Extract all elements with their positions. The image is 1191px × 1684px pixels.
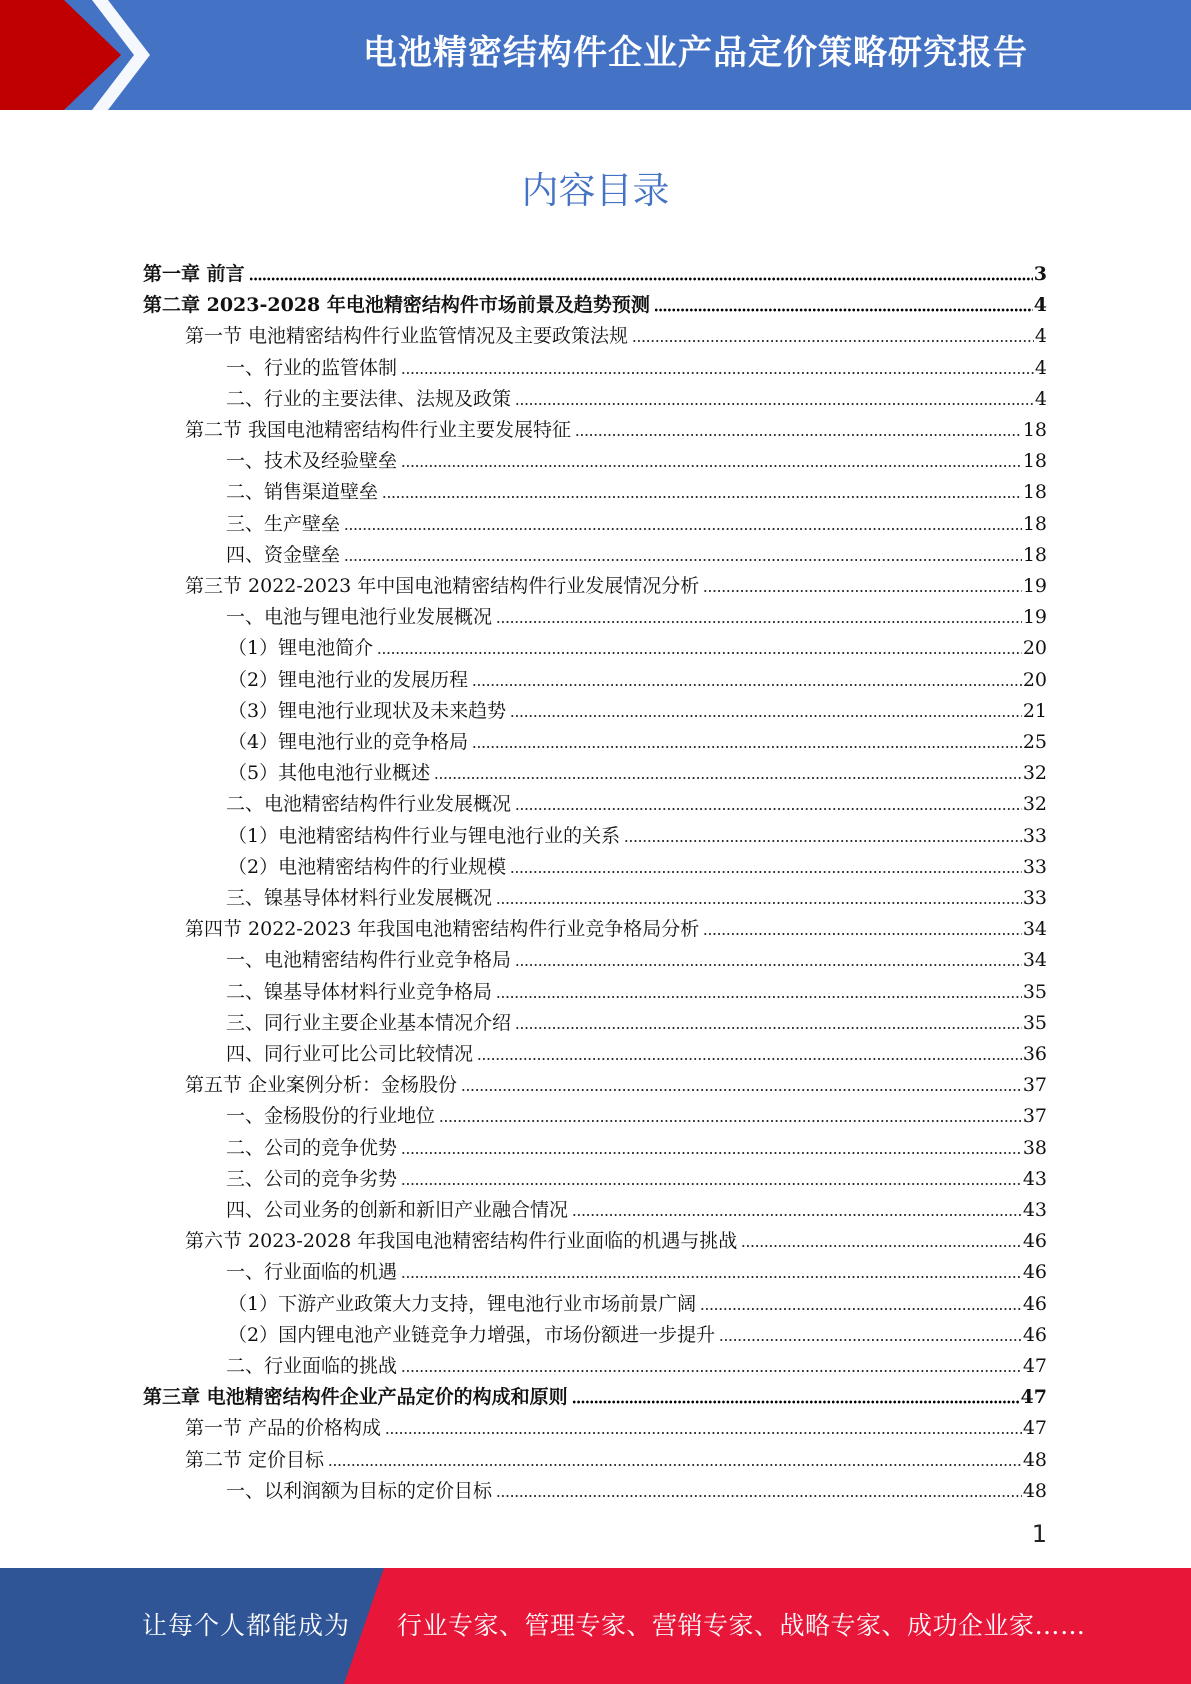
toc-dot-leader <box>496 901 1022 905</box>
toc-entry-label: 三、公司的竞争劣势 <box>226 1167 398 1190</box>
toc-dot-leader <box>510 714 1022 718</box>
toc-entry[interactable] <box>228 816 1047 847</box>
toc-entry[interactable] <box>185 1221 1047 1252</box>
toc-dot-leader <box>401 1151 1022 1155</box>
toc-entry-page: 21 <box>1022 699 1047 722</box>
toc-entry[interactable] <box>226 472 1047 503</box>
toc-dot-leader <box>496 620 1022 624</box>
toc-dot-leader <box>624 839 1022 843</box>
toc-entry-label: 第一节 电池精密结构件行业监管情况及主要政策法规 <box>185 325 629 348</box>
toc-entry[interactable] <box>226 1190 1047 1221</box>
footer-slogan-right: 行业专家、管理专家、营销专家、战略专家、成功企业家…… <box>397 1611 1086 1640</box>
toc-entry-page: 46 <box>1022 1292 1047 1315</box>
toc-entry-label: 一、金杨股份的行业地位 <box>226 1105 436 1128</box>
toc-dot-leader <box>575 433 1022 437</box>
toc-dot-leader <box>572 1213 1022 1217</box>
toc-entry-label: 第五节 企业案例分析：金杨股份 <box>185 1074 458 1097</box>
toc-entry-label: 一、行业面临的机遇 <box>226 1261 398 1284</box>
toc-entry-page: 43 <box>1022 1199 1047 1221</box>
toc-entry-page: 18 <box>1022 450 1047 473</box>
toc-entry-page: 37 <box>1022 1074 1047 1097</box>
toc-entry-page: 19 <box>1022 606 1047 629</box>
toc-entry[interactable] <box>228 753 1047 784</box>
toc-dot-leader <box>377 651 1022 655</box>
toc-entry-label: （1）锂电池简介 <box>228 637 374 660</box>
toc-entry-label: 二、行业的主要法律、法规及政策 <box>226 387 512 410</box>
toc-entry-page: 35 <box>1022 980 1047 1003</box>
toc-dot-leader <box>344 527 1022 531</box>
toc-entry-label: 三、同行业主要企业基本情况介绍 <box>226 1011 512 1034</box>
toc-entry-label: 一、技术及经验壁垒 <box>226 450 398 473</box>
toc-entry-label: 四、公司业务的创新和新旧产业融合情况 <box>226 1199 569 1221</box>
toc-entry[interactable] <box>228 1315 1047 1346</box>
toc-entry-page: 32 <box>1022 793 1047 816</box>
toc-dot-leader <box>401 1369 1022 1373</box>
toc-entry-page: 4 <box>1034 387 1047 410</box>
toc-entry-page: 35 <box>1022 1011 1047 1034</box>
toc-entry-page: 33 <box>1022 855 1047 878</box>
toc-entry-label: 二、镍基导体材料行业竞争格局 <box>226 980 493 1003</box>
toc-entry-label: 三、镍基导体材料行业发展概况 <box>226 887 493 909</box>
toc-entry[interactable] <box>226 1096 1047 1127</box>
toc-entry[interactable] <box>228 847 1047 878</box>
toc-entry[interactable] <box>226 1128 1047 1159</box>
toc-dot-leader <box>401 1182 1022 1186</box>
toc-dot-leader <box>472 683 1022 687</box>
toc-entry[interactable] <box>185 1440 1047 1471</box>
toc-entry[interactable] <box>226 348 1047 379</box>
toc-entry-label: 一、电池与锂电池行业发展概况 <box>226 606 493 629</box>
toc-entry-page: 19 <box>1022 575 1047 597</box>
toc-dot-leader <box>328 1463 1022 1467</box>
toc-dot-leader <box>382 495 1022 499</box>
toc-entry[interactable] <box>185 316 1047 347</box>
toc-entry-page: 48 <box>1022 1479 1047 1502</box>
toc-dot-leader <box>344 558 1022 562</box>
toc-entry[interactable] <box>226 1003 1047 1034</box>
toc-entry-label: （2）锂电池行业的发展历程 <box>228 668 469 691</box>
toc-entry-label: 第六节 2023-2028 年我国电池精密结构件行业面临的机遇与挑战 <box>185 1230 738 1253</box>
toc-entry[interactable] <box>226 1346 1047 1377</box>
toc-entry-page: 4 <box>1034 325 1047 348</box>
toc-dot-leader <box>434 776 1022 780</box>
toc-entry[interactable] <box>185 909 1047 940</box>
toc-dot-leader <box>700 1307 1022 1311</box>
report-title: 电池精密结构件企业产品定价策略研究报告 <box>363 33 1028 73</box>
toc-entry-page: 37 <box>1022 1105 1047 1128</box>
toc-entry-label: 二、公司的竞争优势 <box>226 1136 398 1159</box>
toc-entry[interactable] <box>228 691 1047 722</box>
header-chevron-icon <box>0 0 160 110</box>
toc-entry-page: 47 <box>1022 1355 1047 1377</box>
toc-entry-label: （2）国内锂电池产业链竞争力增强，市场份额进一步提升 <box>228 1323 716 1346</box>
toc-entry-label: （3）锂电池行业现状及未来趋势 <box>228 699 507 722</box>
toc-heading: 内容目录 <box>521 169 670 212</box>
toc-entry[interactable] <box>226 441 1047 472</box>
toc-entry-page: 18 <box>1022 419 1047 441</box>
toc-dot-leader <box>477 1057 1022 1061</box>
toc-entry-label: 第四节 2022-2023 年我国电池精密结构件行业竞争格局分析 <box>185 918 700 941</box>
toc-entry-label: 第三章 电池精密结构件企业产品定价的构成和原则 <box>143 1386 568 1409</box>
toc-entry-page: 33 <box>1022 887 1047 909</box>
toc-entry-label: （1）电池精密结构件行业与锂电池行业的关系 <box>228 824 621 847</box>
toc-dot-leader <box>515 807 1022 811</box>
toc-entry-label: 一、以利润额为目标的定价目标 <box>226 1479 493 1502</box>
page-number: 1 <box>1031 1520 1047 1548</box>
toc-entry[interactable] <box>226 597 1047 628</box>
toc-entry[interactable] <box>143 254 1047 285</box>
toc-entry-page: 48 <box>1022 1448 1047 1471</box>
toc-entry-label: 二、销售渠道壁垒 <box>226 481 379 504</box>
toc-entry[interactable] <box>226 379 1047 410</box>
toc-entry[interactable] <box>226 1471 1047 1502</box>
toc-entry-page: 36 <box>1022 1043 1047 1065</box>
toc-entry[interactable] <box>228 1284 1047 1315</box>
toc-entry-page: 32 <box>1022 762 1047 785</box>
toc-entry-label: 二、行业面临的挑战 <box>226 1355 398 1377</box>
toc-entry-label: 二、电池精密结构件行业发展概况 <box>226 793 512 816</box>
toc-entry-label: 第二节 我国电池精密结构件行业主要发展特征 <box>185 419 572 441</box>
toc-entry-label: 第二章 2023-2028 年电池精密结构件市场前景及趋势预测 <box>143 294 650 317</box>
toc-entry-label: （4）锂电池行业的竞争格局 <box>228 731 469 753</box>
toc-dot-leader <box>439 1119 1022 1123</box>
toc-entry[interactable] <box>226 535 1047 566</box>
toc-entry[interactable] <box>226 504 1047 535</box>
toc-dot-leader <box>632 339 1034 343</box>
toc-entry[interactable] <box>185 1065 1047 1096</box>
toc-entry-label: 四、同行业可比公司比较情况 <box>226 1043 474 1065</box>
toc-dot-leader <box>461 1088 1022 1092</box>
toc-entry-page: 20 <box>1022 668 1047 691</box>
toc-dot-leader <box>401 464 1022 468</box>
header-banner <box>0 0 1191 110</box>
toc-entry[interactable] <box>226 784 1047 815</box>
footer-banner <box>0 1568 1191 1684</box>
toc-entry[interactable] <box>143 285 1047 316</box>
toc-dot-leader <box>703 932 1022 936</box>
toc-entry-page: 20 <box>1022 637 1047 660</box>
toc-entry-page: 46 <box>1022 1230 1047 1253</box>
toc-dot-leader <box>472 745 1022 749</box>
toc-entry[interactable] <box>226 940 1047 971</box>
toc-entry-page: 34 <box>1022 918 1047 941</box>
toc-entry[interactable] <box>185 1408 1047 1439</box>
toc-entry[interactable] <box>143 1377 1047 1408</box>
toc-entry-label: 四、资金壁垒 <box>226 543 341 566</box>
toc-dot-leader <box>515 1026 1022 1030</box>
toc-entry-page: 33 <box>1022 824 1047 847</box>
toc-entry-label: （1）下游产业政策大力支持，锂电池行业市场前景广阔 <box>228 1292 697 1315</box>
toc-entry-label: 第一节 产品的价格构成 <box>185 1417 382 1440</box>
toc-dot-leader <box>385 1431 1022 1435</box>
footer-slogan-left: 让每个人都能成为 <box>142 1611 351 1640</box>
toc-dot-leader <box>572 1400 1020 1404</box>
toc-entry-page: 47 <box>1022 1417 1047 1440</box>
toc-entry-page: 46 <box>1022 1323 1047 1346</box>
toc-dot-leader <box>654 308 1033 312</box>
toc-dot-leader <box>515 402 1034 406</box>
toc-entry[interactable] <box>185 410 1047 441</box>
toc-dot-leader <box>496 1494 1022 1498</box>
toc-dot-leader <box>401 371 1034 375</box>
toc-entry-page: 43 <box>1022 1167 1047 1190</box>
toc-entry-label: （5）其他电池行业概述 <box>228 762 431 785</box>
toc-entry-label: 第一章 前言 <box>143 263 245 285</box>
toc-entry-page: 18 <box>1022 481 1047 504</box>
toc-dot-leader <box>741 1244 1022 1248</box>
toc-entry-page: 18 <box>1022 512 1047 535</box>
toc-entry-page: 38 <box>1022 1136 1047 1159</box>
toc-dot-leader <box>703 589 1022 593</box>
toc-entry-label: 一、行业的监管体制 <box>226 356 398 379</box>
toc-dot-leader <box>249 277 1033 281</box>
toc-entry-label: 三、生产壁垒 <box>226 512 341 535</box>
toc-entry-page: 4 <box>1034 356 1047 379</box>
toc-entry-page: 25 <box>1022 731 1047 753</box>
toc-dot-leader <box>401 1275 1022 1279</box>
toc-entry-page: 3 <box>1033 263 1047 285</box>
toc-entry[interactable] <box>226 878 1047 909</box>
toc-dot-leader <box>510 870 1022 874</box>
toc-entry-label: 第二节 定价目标 <box>185 1448 325 1471</box>
toc-entry-page: 34 <box>1022 949 1047 972</box>
toc-dot-leader <box>515 963 1022 967</box>
toc-entry-page: 4 <box>1033 294 1047 317</box>
toc-entry[interactable] <box>228 628 1047 659</box>
toc-entry[interactable] <box>226 1034 1047 1065</box>
toc-entry[interactable] <box>226 1252 1047 1283</box>
toc-entry-label: 一、电池精密结构件行业竞争格局 <box>226 949 512 972</box>
toc-dot-leader <box>719 1338 1022 1342</box>
toc-entry-page: 18 <box>1022 543 1047 566</box>
toc-entry-page: 47 <box>1020 1386 1047 1409</box>
toc-entry-label: （2）电池精密结构件的行业规模 <box>228 855 507 878</box>
toc-entry[interactable] <box>226 1159 1047 1190</box>
toc-dot-leader <box>496 995 1022 999</box>
toc-entry[interactable] <box>228 660 1047 691</box>
toc-entry[interactable] <box>228 722 1047 753</box>
toc-entry-page: 46 <box>1022 1261 1047 1284</box>
toc-entry[interactable] <box>185 566 1047 597</box>
toc-entry[interactable] <box>226 972 1047 1003</box>
toc-entry-label: 第三节 2022-2023 年中国电池精密结构件行业发展情况分析 <box>185 575 700 597</box>
